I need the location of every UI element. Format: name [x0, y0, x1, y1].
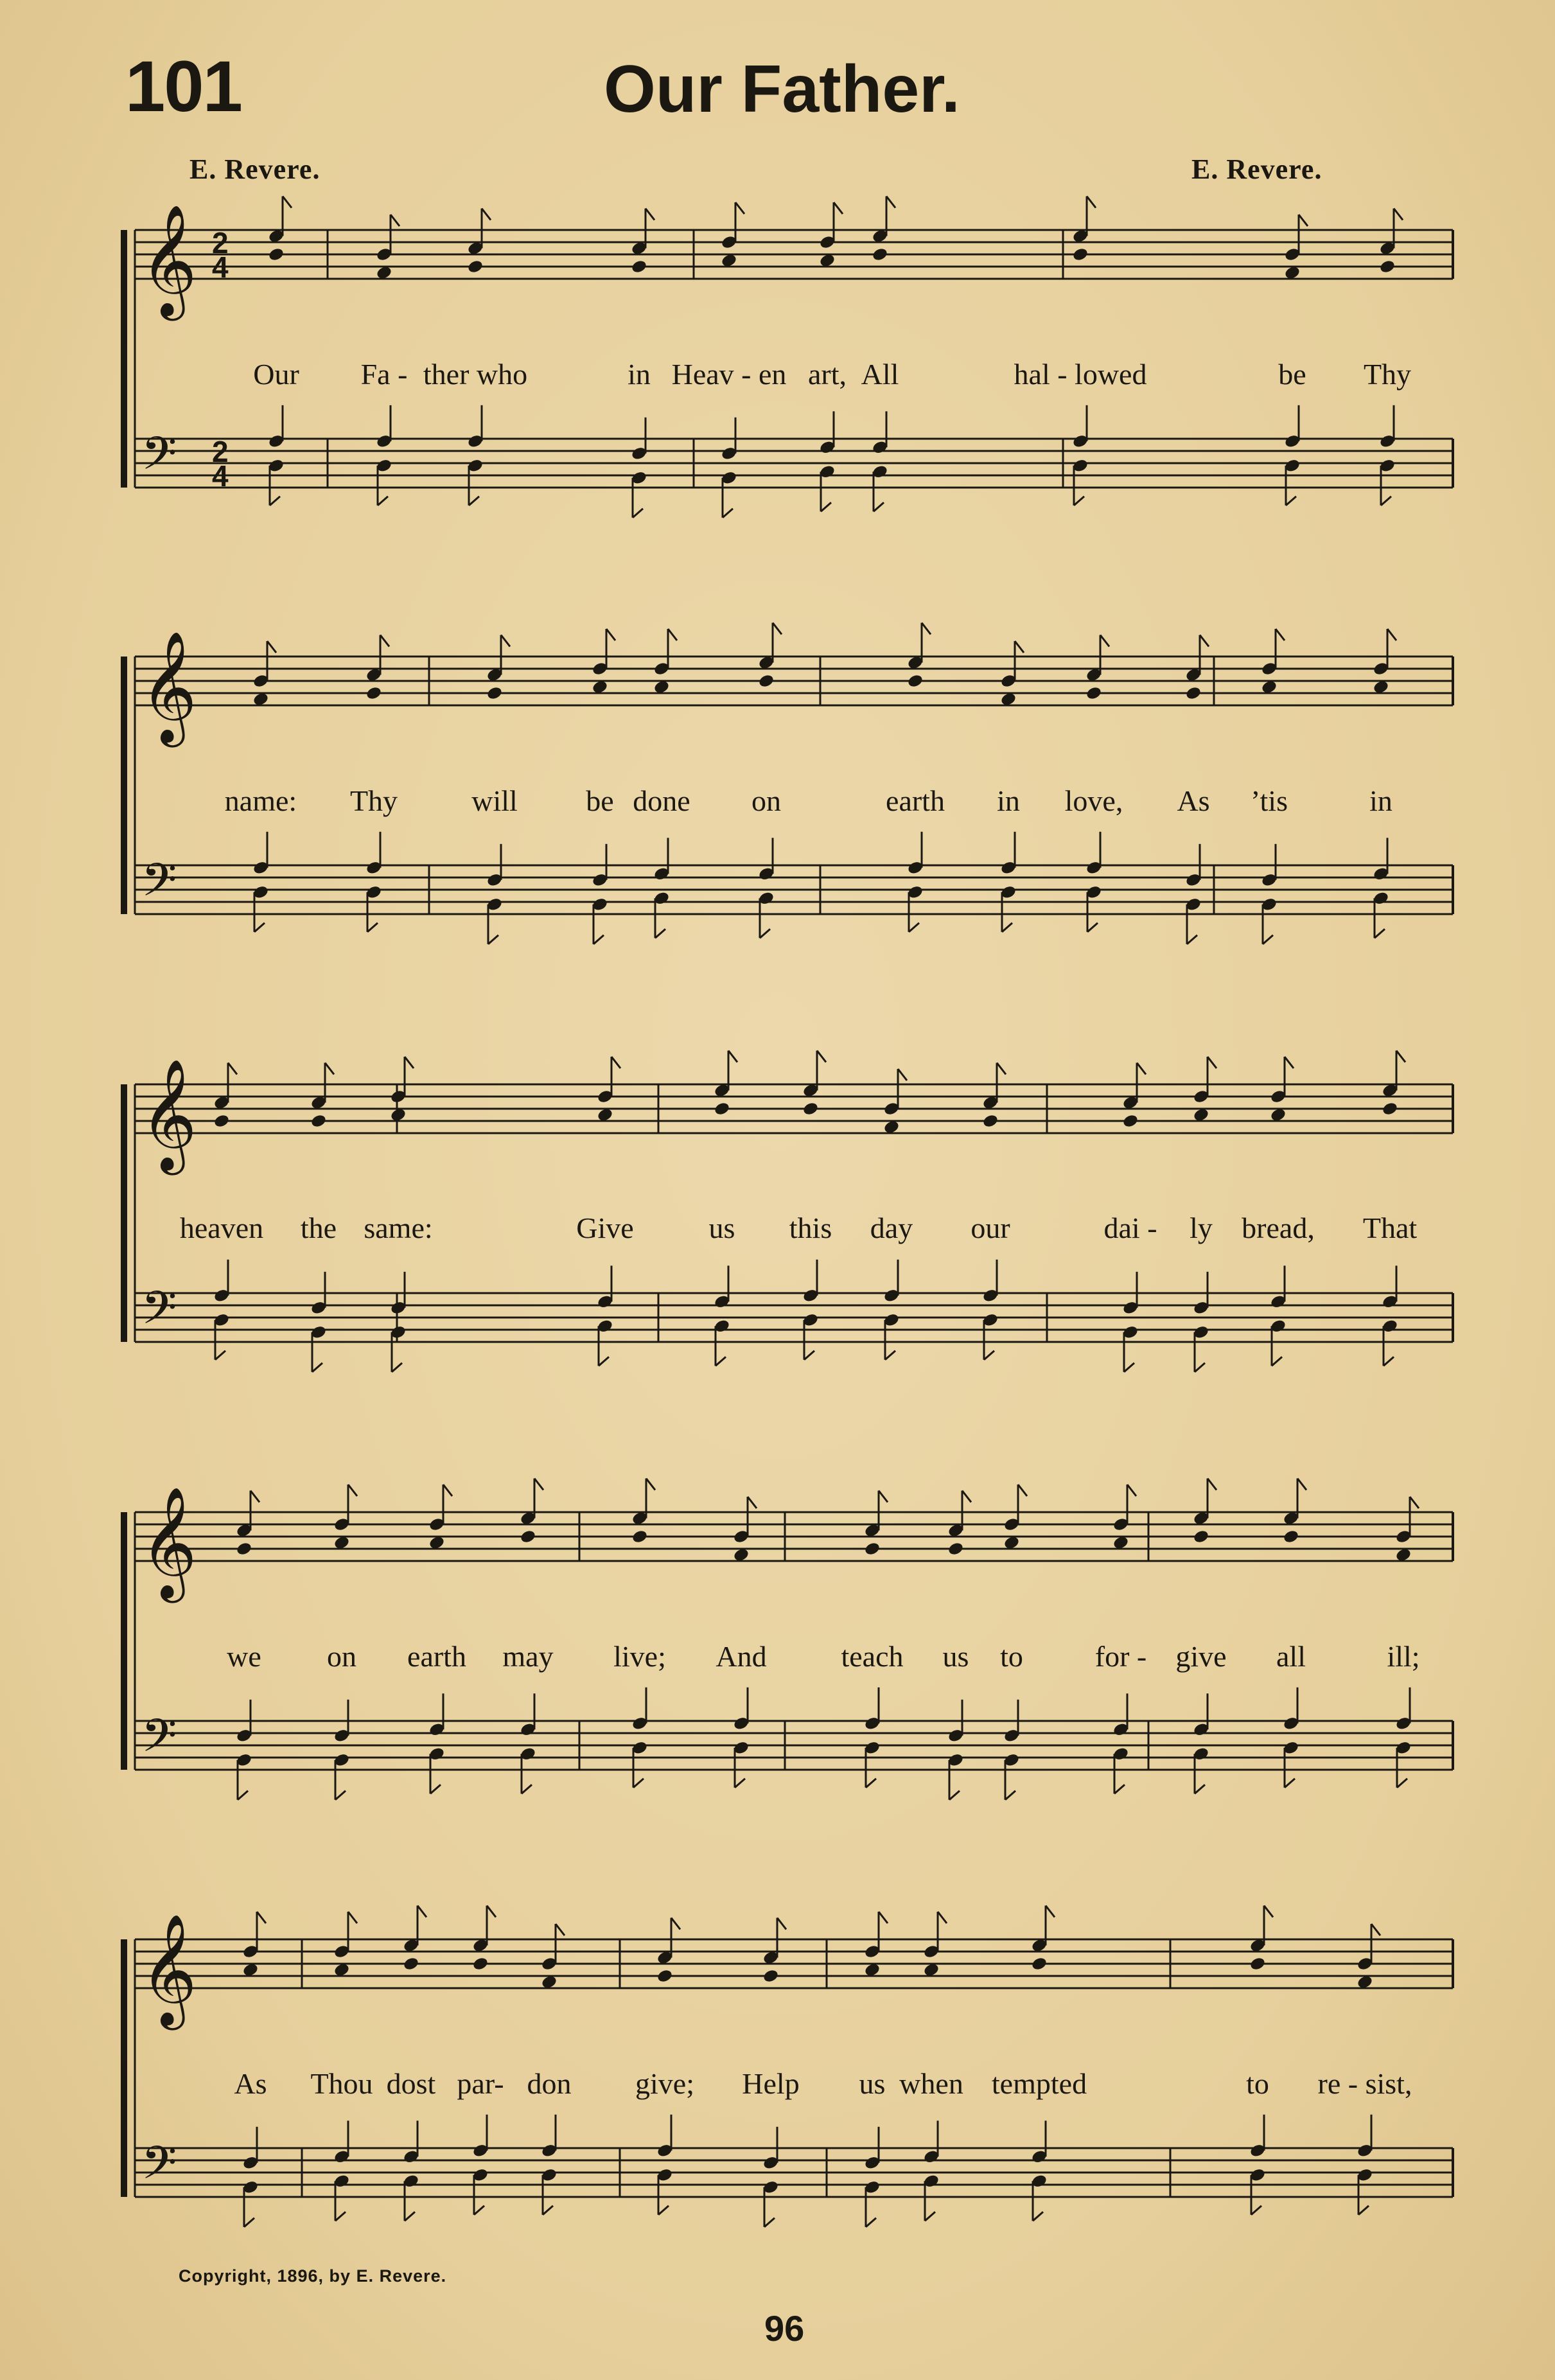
- alto-note: [802, 1101, 820, 1116]
- note-flag: [543, 2206, 553, 2215]
- lyric-syllable: ther who: [423, 358, 528, 391]
- note-flag: [898, 1069, 907, 1080]
- note-flag: [777, 1918, 786, 1930]
- note-flag: [866, 1779, 876, 1788]
- note-flag: [1087, 197, 1096, 208]
- note-flag: [1046, 1906, 1055, 1917]
- note-flag: [668, 629, 677, 640]
- lyric-syllable: par-: [457, 2067, 504, 2100]
- note-flag: [367, 923, 378, 932]
- lyric-syllable: Help: [742, 2067, 800, 2100]
- lyric-line-1: [148, 357, 1432, 402]
- note-flag: [834, 202, 843, 214]
- lyric-syllable: hal - lowed: [1014, 358, 1147, 391]
- treble-clef-icon: 𝄞: [140, 1059, 197, 1170]
- system-bracket: [121, 1084, 127, 1342]
- note-flag: [909, 923, 919, 932]
- hymn-number: 101: [125, 46, 242, 127]
- lyric-syllable: Give: [576, 1212, 634, 1244]
- note-flag: [1410, 1497, 1419, 1508]
- bass-clef-icon: 𝄢: [141, 1709, 177, 1774]
- note-flag: [1114, 1785, 1125, 1794]
- alto-note: [520, 1529, 537, 1544]
- lyric-syllable: ly: [1190, 1212, 1213, 1244]
- alto-note: [1072, 247, 1089, 262]
- note-flag: [335, 1791, 346, 1800]
- lyric-syllable: when: [899, 2067, 963, 2100]
- note-flag: [962, 1491, 971, 1503]
- note-flag: [723, 509, 733, 518]
- note-flag: [728, 1051, 737, 1062]
- lyric-syllable: earth: [886, 784, 945, 817]
- note-flag: [599, 1357, 609, 1366]
- note-flag: [817, 1051, 826, 1062]
- time-signature-bottom: 4: [212, 459, 229, 493]
- note-flag: [238, 1791, 248, 1800]
- note-flag: [821, 502, 831, 511]
- note-flag: [1387, 629, 1396, 640]
- note-flag: [1208, 1479, 1217, 1490]
- alto-note: [1193, 1529, 1210, 1544]
- lyric-syllable: love,: [1064, 784, 1123, 817]
- lyric-syllable: this: [789, 1212, 832, 1244]
- lyric-syllable: in: [1369, 784, 1392, 817]
- note-flag: [1195, 1785, 1205, 1794]
- note-flag: [283, 197, 292, 208]
- lyric-syllable: on: [327, 1640, 356, 1673]
- alto-note: [758, 673, 775, 689]
- note-flag: [474, 2206, 484, 2215]
- note-flag: [885, 1351, 895, 1360]
- note-flag: [611, 1057, 620, 1068]
- note-flag: [1015, 641, 1024, 653]
- note-flag: [534, 1479, 543, 1490]
- note-flag: [925, 2212, 935, 2221]
- note-flag: [1002, 923, 1012, 932]
- time-signature-bottom: 4: [212, 251, 229, 284]
- alto-note: [268, 247, 285, 262]
- note-flag: [348, 1485, 357, 1496]
- note-flag: [267, 641, 276, 653]
- note-flag: [405, 1057, 414, 1068]
- note-flag: [1005, 1791, 1015, 1800]
- lyric-syllable: to: [1246, 2067, 1269, 2100]
- lyric-syllable: dai -: [1103, 1212, 1157, 1244]
- note-flag: [773, 623, 782, 635]
- system-bracket: [121, 1939, 127, 2197]
- lyric-syllable: us: [942, 1640, 969, 1673]
- lyric-syllable: Thy: [349, 784, 398, 817]
- bass-clef-icon: 𝄢: [141, 427, 177, 491]
- alto-note: [947, 1541, 965, 1556]
- alto-note: [631, 1529, 649, 1544]
- note-flag: [1371, 1924, 1380, 1935]
- note-flag: [488, 935, 498, 944]
- alto-note: [762, 1968, 780, 1984]
- lyric-syllable: we: [227, 1640, 261, 1673]
- alto-note: [656, 1968, 674, 1984]
- treble-clef-icon: 𝄞: [140, 1914, 197, 2025]
- lyric-syllable: day: [870, 1212, 913, 1244]
- lyric-syllable: be: [586, 784, 614, 817]
- alto-note: [1085, 685, 1103, 701]
- note-flag: [997, 1063, 1006, 1075]
- lyric-syllable: our: [971, 1212, 1010, 1244]
- lyric-syllable: name:: [224, 784, 297, 817]
- lyric-syllable: Thou: [310, 2067, 373, 2100]
- note-flag: [1264, 1906, 1273, 1917]
- note-flag: [1263, 935, 1273, 944]
- note-flag: [1286, 497, 1296, 506]
- lyric-syllable: ill;: [1387, 1640, 1420, 1673]
- hymn-title: Our Father.: [604, 52, 960, 127]
- alto-note: [1031, 1956, 1048, 1971]
- note-flag: [633, 1779, 644, 1788]
- note-flag: [1087, 923, 1098, 932]
- note-flag: [335, 2212, 346, 2221]
- note-flag: [1018, 1485, 1027, 1496]
- note-flag: [405, 2212, 415, 2221]
- note-flag: [735, 202, 744, 214]
- lyric-syllable: for -: [1094, 1640, 1147, 1673]
- alto-note: [236, 1541, 253, 1556]
- note-flag: [866, 2218, 876, 2227]
- lyric-syllable: give: [1175, 1640, 1227, 1673]
- system-bracket: [121, 1512, 127, 1770]
- lyric-syllable: the: [300, 1212, 337, 1244]
- note-flag: [1375, 929, 1385, 938]
- note-flag: [522, 1785, 532, 1794]
- time-signature-top: 2: [212, 226, 229, 260]
- lyric-syllable: ’tis: [1251, 784, 1288, 817]
- treble-clef-icon: 𝄞: [140, 1486, 197, 1598]
- note-flag: [443, 1485, 452, 1496]
- alto-note: [310, 1113, 328, 1129]
- lyric-syllable: And: [716, 1640, 767, 1673]
- note-flag: [325, 1063, 334, 1075]
- lyric-syllable: earth: [407, 1640, 466, 1673]
- lyric-syllable: us: [859, 2067, 886, 2100]
- note-flag: [764, 2218, 775, 2227]
- lyric-syllable: may: [502, 1640, 554, 1673]
- note-flag: [922, 623, 931, 635]
- note-flag: [270, 497, 280, 506]
- note-flag: [949, 1791, 960, 1800]
- note-flag: [1137, 1063, 1146, 1075]
- note-flag: [1285, 1779, 1295, 1788]
- lyric-line-5: [148, 2067, 1432, 2111]
- lyric-syllable: will: [471, 784, 518, 817]
- alto-note: [1185, 685, 1202, 701]
- note-flag: [658, 2206, 669, 2215]
- lyric-line-3: [148, 1211, 1432, 1256]
- note-flag: [938, 1912, 947, 1923]
- note-flag: [1297, 1479, 1306, 1490]
- note-flag: [1358, 2206, 1369, 2215]
- note-flag: [417, 1906, 426, 1917]
- note-flag: [1195, 1363, 1205, 1372]
- alto-note: [864, 1541, 881, 1556]
- alto-note: [714, 1101, 731, 1116]
- alto-note: [631, 259, 648, 274]
- lyric-syllable: us: [708, 1212, 735, 1244]
- lyric-syllable: live;: [613, 1640, 666, 1673]
- lyric-syllable: on: [751, 784, 781, 817]
- note-flag: [430, 1785, 441, 1794]
- note-flag: [1299, 215, 1308, 226]
- bass-clef-icon: 𝄢: [141, 1282, 177, 1346]
- note-flag: [1200, 635, 1209, 647]
- note-flag: [244, 2218, 254, 2227]
- lyric-syllable: give;: [635, 2067, 694, 2100]
- alto-note: [1283, 1529, 1300, 1544]
- note-flag: [984, 1351, 994, 1360]
- alto-note: [1382, 1101, 1399, 1116]
- note-flag: [886, 197, 895, 208]
- alto-note: [403, 1956, 420, 1971]
- lyric-syllable: tempted: [991, 2067, 1087, 2100]
- lyric-syllable: re - sist,: [1317, 2067, 1412, 2100]
- note-flag: [716, 1357, 726, 1366]
- note-flag: [874, 502, 884, 511]
- lyric-syllable: teach: [841, 1640, 904, 1673]
- note-flag: [1381, 497, 1391, 506]
- note-flag: [1251, 2206, 1261, 2215]
- lyric-syllable: As: [1177, 784, 1210, 817]
- lyric-syllable: same:: [364, 1212, 433, 1244]
- note-flag: [1285, 1057, 1294, 1068]
- lyric-syllable: Our: [253, 358, 299, 391]
- note-flag: [487, 1906, 496, 1917]
- copyright-notice: Copyright, 1896, by E. Revere.: [179, 2266, 447, 2286]
- note-flag: [1074, 497, 1084, 506]
- alto-note: [472, 1956, 489, 1971]
- system-bracket: [121, 230, 127, 488]
- alto-note: [486, 685, 504, 701]
- lyric-syllable: Fa -: [360, 358, 408, 391]
- alto-note: [907, 673, 924, 689]
- alto-note: [1249, 1956, 1267, 1971]
- note-flag: [556, 1924, 565, 1935]
- treble-clef-icon: 𝄞: [140, 204, 197, 316]
- lyric-syllable: to: [1000, 1640, 1023, 1673]
- system-bracket: [121, 657, 127, 914]
- note-flag: [215, 1351, 225, 1360]
- alto-note: [1379, 259, 1396, 274]
- lyric-syllable: in: [628, 358, 651, 391]
- lyric-syllable: As: [234, 2067, 267, 2100]
- note-flag: [1384, 1357, 1394, 1366]
- note-flag: [1276, 629, 1285, 640]
- note-flag: [391, 215, 400, 226]
- treble-clef-icon: 𝄞: [140, 631, 197, 743]
- note-flag: [380, 635, 389, 647]
- time-signature-top: 2: [212, 435, 229, 468]
- note-flag: [671, 1918, 680, 1930]
- note-flag: [593, 935, 604, 944]
- note-flag: [1397, 1779, 1407, 1788]
- note-flag: [633, 509, 643, 518]
- alto-note: [872, 247, 889, 262]
- note-flag: [760, 929, 770, 938]
- note-flag: [1394, 209, 1403, 220]
- lyric-line-4: [148, 1639, 1432, 1684]
- note-flag: [1187, 935, 1197, 944]
- lyric-syllable: heaven: [179, 1212, 264, 1244]
- lyric-line-2: [148, 784, 1432, 829]
- note-flag: [1127, 1485, 1136, 1496]
- music-credit: E. Revere.: [1191, 154, 1322, 185]
- alto-note: [467, 259, 484, 274]
- page-number: 96: [764, 2308, 805, 2349]
- lyric-syllable: in: [997, 784, 1020, 817]
- note-flag: [804, 1351, 814, 1360]
- note-flag: [1124, 1363, 1134, 1372]
- alto-note: [213, 1113, 231, 1129]
- lyric-syllable: dost: [386, 2067, 436, 2100]
- note-flag: [1208, 1057, 1217, 1068]
- lyric-syllable: Thy: [1363, 358, 1412, 391]
- lyric-syllable: bread,: [1242, 1212, 1315, 1244]
- note-flag: [392, 1363, 402, 1372]
- note-flag: [646, 209, 655, 220]
- lyric-syllable: done: [633, 784, 690, 817]
- lyric-syllable: Heav - en: [671, 358, 787, 391]
- lyric-syllable: be: [1278, 358, 1306, 391]
- note-flag: [748, 1497, 757, 1508]
- note-flag: [1272, 1357, 1282, 1366]
- alto-note: [365, 685, 383, 701]
- note-flag: [735, 1779, 745, 1788]
- bass-clef-icon: 𝄢: [141, 2137, 177, 2201]
- lyric-syllable: All: [861, 358, 899, 391]
- note-flag: [250, 1491, 259, 1503]
- bass-clef-icon: 𝄢: [141, 854, 177, 918]
- note-flag: [655, 929, 665, 938]
- note-flag: [254, 923, 265, 932]
- lyric-syllable: don: [527, 2067, 572, 2100]
- note-flag: [606, 629, 615, 640]
- note-flag: [312, 1363, 322, 1372]
- alto-note: [982, 1113, 999, 1129]
- note-flag: [879, 1491, 888, 1503]
- lyric-syllable: art,: [807, 358, 847, 391]
- words-credit: E. Revere.: [189, 154, 321, 185]
- alto-note: [1122, 1113, 1139, 1129]
- note-flag: [1033, 2212, 1043, 2221]
- note-flag: [1100, 635, 1109, 647]
- note-flag: [879, 1912, 888, 1923]
- note-flag: [348, 1912, 357, 1923]
- lyric-syllable: That: [1362, 1212, 1418, 1244]
- note-flag: [257, 1912, 266, 1923]
- note-flag: [228, 1063, 237, 1075]
- note-flag: [646, 1479, 655, 1490]
- note-flag: [378, 497, 388, 506]
- note-flag: [469, 497, 479, 506]
- note-flag: [501, 635, 510, 647]
- note-flag: [482, 209, 491, 220]
- note-flag: [1396, 1051, 1405, 1062]
- lyric-syllable: all: [1276, 1640, 1306, 1673]
